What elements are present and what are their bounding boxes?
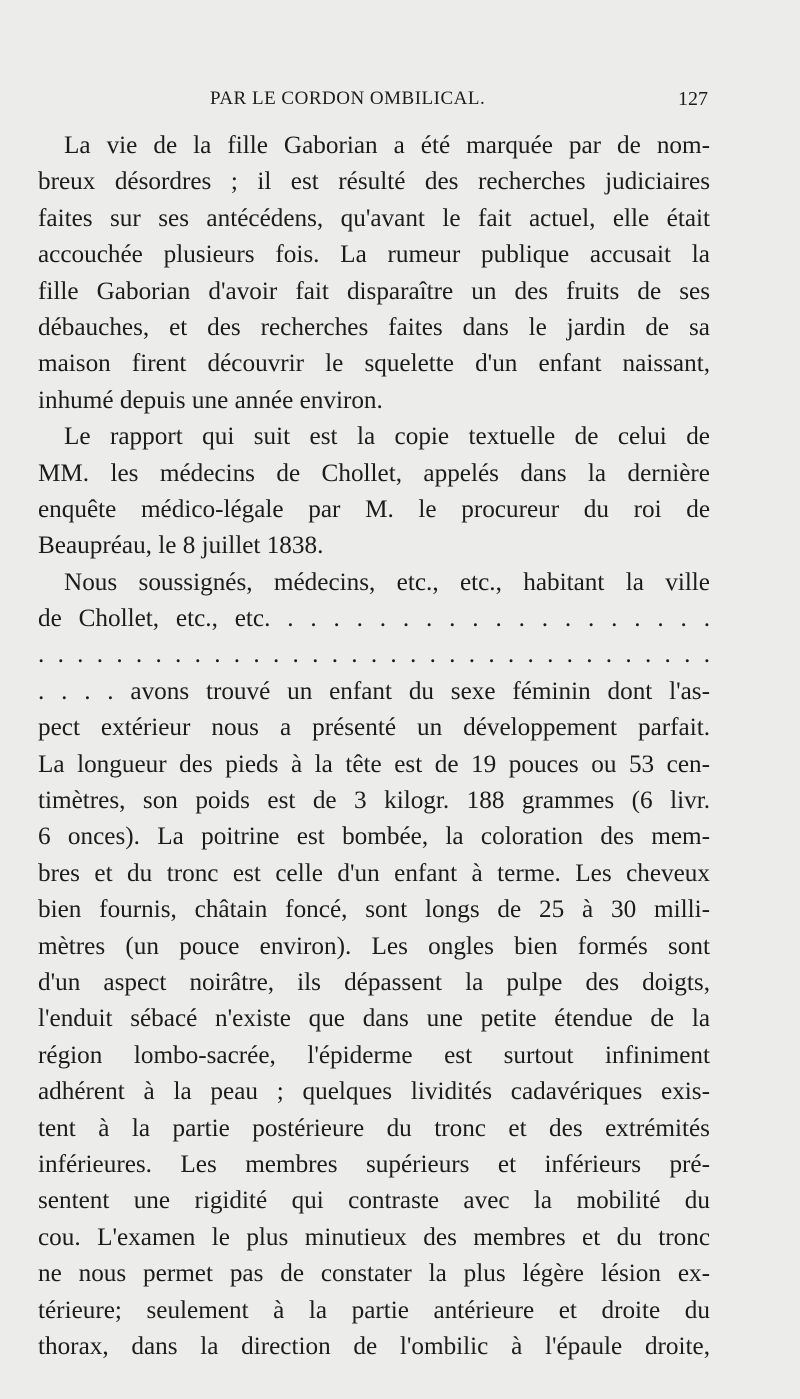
text-line: La longueur des pieds à la tête est de 19 pouces ou 53 cen- [38,750,710,778]
text-line: bres et du tronc est celle d'un enfant à terme. Les cheveux [38,859,710,887]
text-line: mètres (un pouce environ). Les ongles bien formés sont [38,932,710,960]
text-line: enquête médico-légale par M. le procureur du roi de [38,495,710,523]
page-number: 127 [678,88,708,110]
running-title: PAR LE CORDON OMBILICAL. [210,88,486,109]
text-line: adhérent à la peau ; quelques lividités cadavériques exis- [38,1078,710,1106]
text-line: breux désordres ; il est résulté des recherches judiciaires [38,168,710,196]
text-line: débauches, et des recherches faites dans le jardin de sa [38,313,710,341]
text-line: maison firent découvrir le squelette d'un enfant naissant, [38,350,710,378]
text-line: Nous soussignés, médecins, etc., etc., habitant la ville [64,568,710,596]
text-line: fille Gaborian d'avoir fait disparaître un des fruits de ses [38,277,710,305]
text-line: sentent une rigidité qui contraste avec la mobilité du [38,1187,710,1215]
running-header [40,88,708,118]
text-line: thorax, dans la direction de l'ombilic à l'épaule droite, [38,1332,710,1360]
text-line: accouchée plusieurs fois. La rumeur publique accusait la [38,241,710,269]
text-line: bien fournis, châtain foncé, sont longs de 25 à 30 milli- [38,896,710,924]
text-line: inférieures. Les membres supérieurs et inférieurs pré- [38,1150,710,1178]
text-line: MM. les médecins de Chollet, appelés dans la dernière [38,459,710,487]
text-line: Beaupréau, le 8 juillet 1838. [38,532,324,560]
text-line: faites sur ses antécédens, qu'avant le fait actuel, elle était [38,204,710,232]
text-line: de Chollet, etc., etc. . . . . . . . . . . . . . . . . . . . [38,605,710,633]
text-line: ne nous permet pas de constater la plus légère lésion ex- [38,1260,710,1288]
text-line: . . . . avons trouvé un enfant du sexe féminin dont l'as- [38,677,710,705]
text-line: d'un aspect noirâtre, ils dépassent la pulpe des doigts, [38,968,710,996]
text-line: l'enduit sébacé n'existe que dans une petite étendue de la [38,1005,710,1033]
text-line: térieure; seulement à la partie antérieure et droite du [38,1296,710,1324]
text-line: inhumé depuis une année environ. [38,386,383,414]
text-line: tent à la partie postérieure du tronc et des extrémités [38,1114,710,1142]
text-line: Le rapport qui suit est la copie textuelle de celui de [64,423,710,451]
text-line: région lombo-sacrée, l'épiderme est surtout infiniment [38,1041,710,1069]
text-line: pect extérieur nous a présenté un développement parfait. [38,714,710,742]
text-line: La vie de la fille Gaborian a été marquée par de nom- [64,132,710,159]
text-line: timètres, son poids est de 3 kilogr. 188 grammes (6 livr. [38,787,710,815]
text-line: . . . . . . . . . . . . . . . . . . . . . . . . . . . . . . . . . . . [38,641,710,669]
body-text [38,128,710,1365]
text-line: 6 onces). La poitrine est bombée, la coloration des mem- [38,823,710,851]
text-line: cou. L'examen le plus minutieux des membres et du tronc [38,1223,710,1251]
